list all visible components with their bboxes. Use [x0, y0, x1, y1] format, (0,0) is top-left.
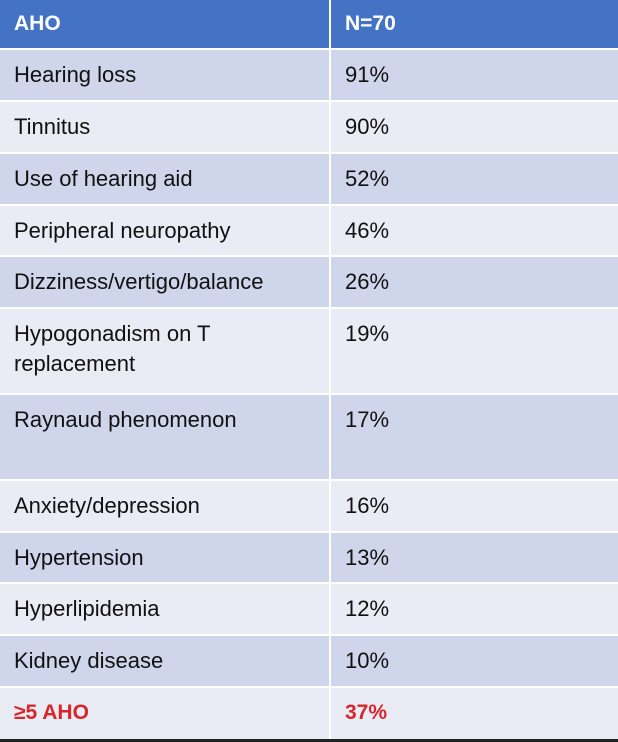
- header-aho: AHO: [0, 0, 331, 48]
- table-row: [0, 154, 618, 206]
- row-label: Kidney disease: [0, 636, 331, 686]
- table-row: [0, 257, 618, 309]
- row-label: Hypogonadism on T replacement: [0, 309, 331, 393]
- header-n: N=70: [331, 0, 618, 48]
- row-value: 13%: [331, 533, 618, 582]
- row-label: Hearing loss: [0, 50, 331, 100]
- row-value: 19%: [331, 309, 618, 393]
- table-row: [0, 102, 618, 154]
- table-header-row: [0, 0, 618, 50]
- row-label: Peripheral neuropathy: [0, 206, 331, 255]
- row-value: 10%: [331, 636, 618, 686]
- table-row: [0, 395, 618, 481]
- table-row: [0, 584, 618, 636]
- row-label: Raynaud phenomenon: [0, 395, 331, 479]
- total-row: [0, 688, 618, 739]
- row-value: 26%: [331, 257, 618, 307]
- row-value: 91%: [331, 50, 618, 100]
- row-label: Tinnitus: [0, 102, 331, 152]
- row-value: 90%: [331, 102, 618, 152]
- table-row: [0, 481, 618, 533]
- row-value: 52%: [331, 154, 618, 204]
- row-label: Anxiety/depression: [0, 481, 331, 531]
- total-value: 37%: [331, 688, 618, 739]
- row-value: 46%: [331, 206, 618, 255]
- table-row: [0, 206, 618, 257]
- row-label: Hyperlipidemia: [0, 584, 331, 634]
- row-value: 17%: [331, 395, 618, 479]
- row-label: Use of hearing aid: [0, 154, 331, 204]
- total-label: ≥5 AHO: [0, 688, 331, 739]
- table-row: [0, 309, 618, 395]
- row-label: Dizziness/vertigo/balance: [0, 257, 331, 307]
- table-row: [0, 636, 618, 688]
- table-row: [0, 533, 618, 584]
- row-value: 16%: [331, 481, 618, 531]
- row-value: 12%: [331, 584, 618, 634]
- table-row: [0, 50, 618, 102]
- row-label: Hypertension: [0, 533, 331, 582]
